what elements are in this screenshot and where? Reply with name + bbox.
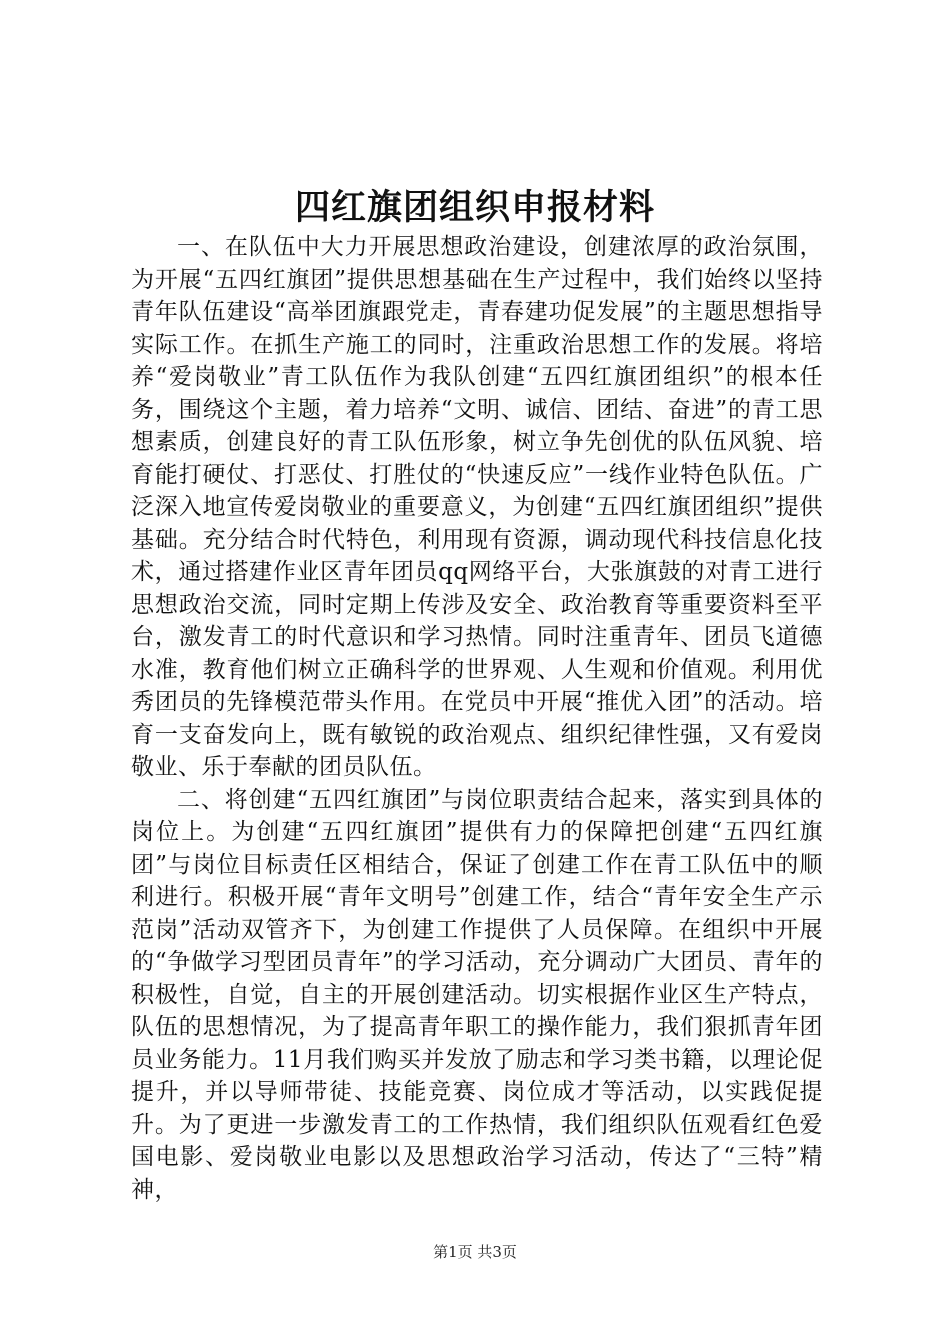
document-title: 四红旗团组织申报材料	[294, 187, 655, 228]
paragraph-1: 一、在队伍中大力开展思想政治建设，创建浓厚的政治氛围，为开展“五四红旗团”提供思想基础在生产过程中，我们始终以坚持青年队伍建设“高举团旗跟党走，青春建功促发展”的主题思想指导实际工作。在抓生产施工的同时，注重政治思想工作的发展。将培养“爱岗敬业”青工队伍作为我队创建“五四红旗团组织”的根本任务，围绕这个主题，着力培养“文明、诚信、团结、奋进”的青工思想素质，创建良好的青工队伍形象，树立争先创优的队伍风貌、培育能打硬仗、打恶仗、打胜仗的“快速反应”一线作业特色队伍。广泛深入地宣传爱岗敬业的重要意义，为创建“五四红旗团组织”提供基础。充分结合时代特色，利用现有资源，调动现代科技信息化技术，通过搭建作业区青年团员qq网络平台，大张旗鼓的对青工进行思想政治交流，同时定期上传涉及安全、政治教育等重要资料至平台，激发青工的时代意识和学习热情。同时注重青年、团员飞道德水准，教育他们树立正确科学的世界观、人生观和价值观。利用优秀团员的先锋模范带头作用。在党员中开展“推优入团”的活动。培育一支奋发向上，既有敏锐的政治观点、组织纪律性强，又有爱岗敬业、乐于奉献的团员队伍。	[131, 234, 823, 780]
page-number-footer: 第1页 共3页	[433, 1243, 517, 1261]
paragraph-2: 二、将创建“五四红旗团”与岗位职责结合起来，落实到具体的岗位上。为创建“五四红旗团”提供有力的保障把创建“五四红旗团”与岗位目标责任区相结合，保证了创建工作在青工队伍中的顺利进行。积极开展“青年文明号”创建工作，结合“青年安全生产示范岗”活动双管齐下，为创建工作提供了人员保障。在组织中开展的“争做学习型团员青年”的学习活动，充分调动广大团员、青年的积极性，自觉，自主的开展创建活动。切实根据作业区生产特点，队伍的思想情况，为了提高青年职工的操作能力，我们狠抓青年团员业务能力。11月我们购买并发放了励志和学习类书籍，以理论促提升，并以导师带徒、技能竞赛、岗位成才等活动，以实践促提升。为了更进一步激发青工的工作热情，我们组织队伍观看红色爱国电影、爱岗敬业电影以及思想政治学习活动，传达了“三特”精神，	[131, 786, 823, 1203]
document-body	[131, 231, 823, 1206]
